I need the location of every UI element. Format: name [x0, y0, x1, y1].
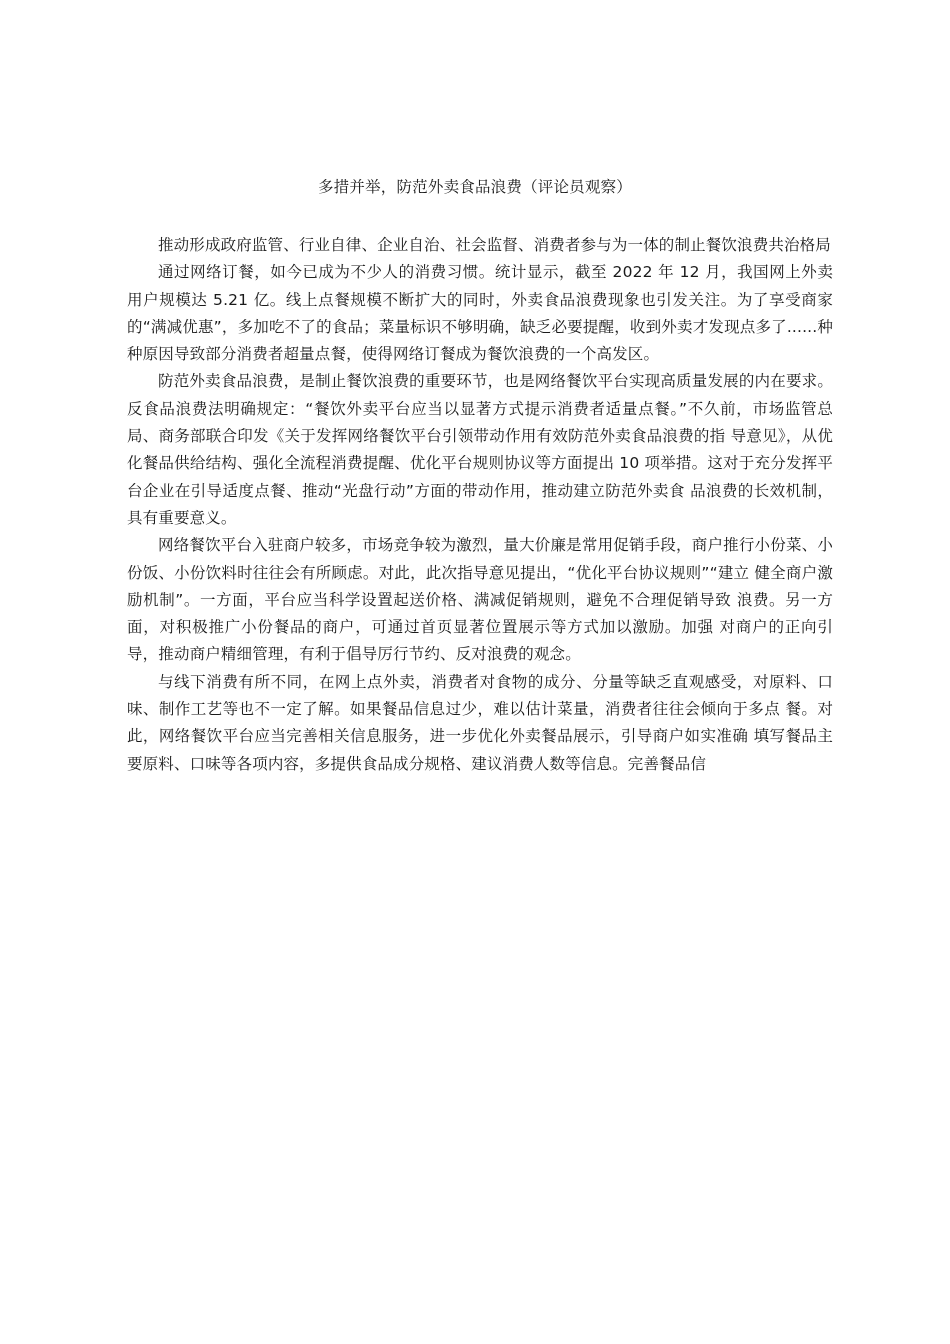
article-paragraph: 通过网络订餐，如今已成为不少人的消费习惯。统计显示，截至 2022 年 12 月，我国网上外卖用户规模达 5.21 亿。线上点餐规模不断扩大的同时，外卖食品浪费现象也引发关注。为了享受商家的“满减优惠”，多加吃不了的食品；菜量标识不够明确，缺乏必要提醒，收到外卖才发现点多了......种种原因导致部分消费者超量点餐，使得网络订餐成为餐饮浪费的一个高发区。	[127, 263, 833, 364]
article-body	[127, 232, 833, 778]
article-paragraph: 与线下消费有所不同，在网上点外卖，消费者对食物的成分、分量等缺乏直观感受，对原料、口味、制作工艺等也不一定了解。如果餐品信息过少，难以估计菜量，消费者往往会倾向于多点 餐。对此，网络餐饮平台应当完善相关信息服务，进一步优化外卖餐品展示，引导商户如实准确 填写餐品主要原料、口味等各项内容，多提供食品成分规格、建议消费人数等信息。完善餐品信	[127, 672, 833, 773]
article-title: 多措并举，防范外卖食品浪费（评论员观察）	[317, 178, 632, 196]
article-paragraph: 网络餐饮平台入驻商户较多，市场竞争较为激烈，量大价廉是常用促销手段，商户推行小份菜、小份饭、小份饮料时往往会有所顾虑。对此，此次指导意见提出，“优化平台协议规则”“建立 健全商户激励机制”。一方面，平台应当科学设置起送价格、满减促销规则，避免不合理促销导致 浪费。另一方面，对积极推广小份餐品的商户，可通过首页显著位置展示等方式加以激励。加强 对商户的正向引导，推动商户精细管理，有利于倡导厉行节约、反对浪费的观念。	[127, 536, 833, 664]
article-subtitle-paragraph: 推动形成政府监管、行业自律、企业自治、社会监督、消费者参与为一体的制止餐饮浪费共治格局	[158, 236, 831, 254]
article-paragraph: 防范外卖食品浪费，是制止餐饮浪费的重要环节，也是网络餐饮平台实现高质量发展的内在要求。反食品浪费法明确规定：“餐饮外卖平台应当以显著方式提示消费者适量点餐。”不久前，市场监管总局、商务部联合印发《关于发挥网络餐饮平台引领带动作用有效防范外卖食品浪费的指 导意见》，从优化餐品供给结构、强化全流程消费提醒、优化平台规则协议等方面提出 10 项举措。这对于充分发挥平台企业在引导适度点餐、推动“光盘行动”方面的带动作用，推动建立防范外卖食 品浪费的长效机制，具有重要意义。	[127, 372, 833, 527]
